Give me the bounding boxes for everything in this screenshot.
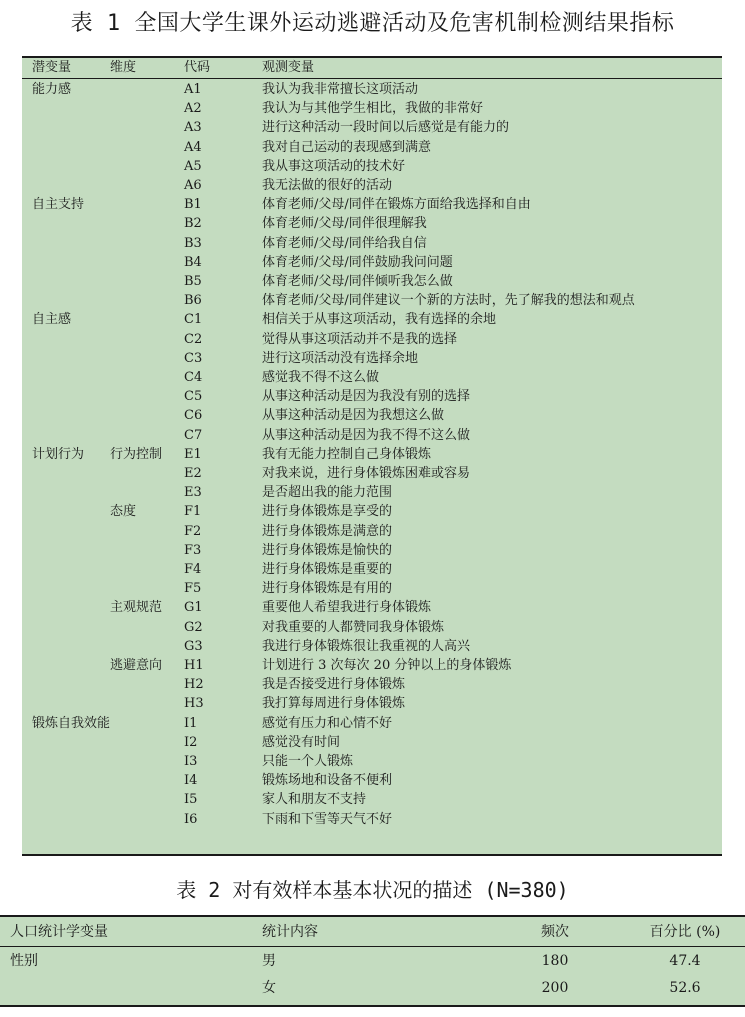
code-cell: I5 xyxy=(184,792,198,808)
table-row xyxy=(22,714,722,734)
table-row xyxy=(22,502,722,522)
table-row xyxy=(22,579,722,599)
observed-variable-cell: 进行身体锻炼是愉快的 xyxy=(262,542,393,558)
table-row xyxy=(22,598,722,618)
observed-variable-cell: 进行身体锻炼是享受的 xyxy=(262,504,393,520)
table-row xyxy=(22,310,722,330)
code-cell: C3 xyxy=(184,350,203,366)
table-row xyxy=(22,406,722,426)
code-cell: B6 xyxy=(184,293,202,309)
table-row xyxy=(22,176,722,196)
code-cell: F5 xyxy=(184,581,202,597)
table-row xyxy=(22,445,722,465)
observed-variable-cell: 对我来说，进行身体锻炼困难或容易 xyxy=(262,466,471,481)
code-cell: G2 xyxy=(184,619,203,635)
code-cell: B4 xyxy=(184,254,202,270)
observed-variable-cell: 我认为我非常擅长这项活动 xyxy=(262,82,419,97)
table1 xyxy=(22,56,722,856)
table-row xyxy=(22,330,722,350)
latent-variable-cell: 计划行为 xyxy=(32,446,85,462)
observed-variable-cell: 我进行身体锻炼很让我重视的人高兴 xyxy=(262,638,471,654)
percentage-cell: 52.6 xyxy=(669,980,701,996)
table-row xyxy=(22,214,722,234)
table-row xyxy=(22,157,722,177)
table-row xyxy=(22,138,722,158)
observed-variable-cell: 体育老师/父母/同伴倾听我怎么做 xyxy=(262,274,453,289)
header-frequency: 频次 xyxy=(541,924,569,940)
observed-variable-cell: 我有无能力控制自己身体锻炼 xyxy=(262,446,432,462)
table-row xyxy=(22,483,722,503)
observed-variable-cell: 是否超出我的能力范围 xyxy=(262,485,393,501)
code-cell: I3 xyxy=(184,754,198,769)
statistic-content-cell: 男 xyxy=(262,953,276,969)
observed-variable-cell: 感觉有压力和心情不好 xyxy=(262,715,393,731)
code-cell: F1 xyxy=(184,504,202,520)
observed-variable-cell: 进行身体锻炼是重要的 xyxy=(262,562,393,577)
observed-variable-cell: 锻炼场地和设备不便利 xyxy=(262,773,393,789)
code-cell: A5 xyxy=(184,158,202,174)
code-cell: C5 xyxy=(184,389,203,405)
percentage-cell: 47.4 xyxy=(669,953,701,969)
code-cell: G3 xyxy=(184,638,203,654)
observed-variable-cell: 下雨和下雪等天气不好 xyxy=(262,811,393,827)
latent-variable-cell: 能力感 xyxy=(32,82,72,97)
frequency-cell: 180 xyxy=(541,953,569,969)
code-cell: I6 xyxy=(184,811,198,827)
code-cell: E3 xyxy=(184,485,202,501)
observed-variable-cell: 进行这项活动没有选择余地 xyxy=(262,350,419,366)
table-row xyxy=(22,387,722,407)
code-cell: C2 xyxy=(184,331,203,347)
table-row xyxy=(0,975,745,1002)
table-row xyxy=(22,368,722,388)
observed-variable-cell: 进行身体锻炼是满意的 xyxy=(262,523,393,539)
observed-variable-cell: 从事这种活动是因为我不得不这么做 xyxy=(262,427,471,443)
observed-variable-cell: 我从事这项活动的技术好 xyxy=(262,158,406,174)
code-cell: A2 xyxy=(184,101,202,117)
dimension-cell: 逃避意向 xyxy=(110,658,163,673)
demographic-variable-cell: 性别 xyxy=(10,953,38,969)
code-cell: F3 xyxy=(184,542,202,558)
header-observed-variable: 观测变量 xyxy=(262,60,315,75)
observed-variable-cell: 体育老师/父母/同伴很理解我 xyxy=(262,216,427,232)
code-cell: C6 xyxy=(184,408,203,424)
dimension-cell: 主观规范 xyxy=(110,600,163,616)
code-cell: G1 xyxy=(184,600,203,616)
observed-variable-cell: 体育老师/父母/同伴建议一个新的方法时，先了解我的想法和观点 xyxy=(262,293,635,309)
table2 xyxy=(0,915,745,1007)
observed-variable-cell: 从事这种活动是因为我想这么做 xyxy=(262,408,445,424)
code-cell: E2 xyxy=(184,466,202,481)
table-row xyxy=(22,810,722,830)
observed-variable-cell: 体育老师/父母/同伴鼓励我问问题 xyxy=(262,254,453,270)
code-cell: B5 xyxy=(184,274,202,289)
code-cell: H2 xyxy=(184,677,204,693)
table-row xyxy=(22,80,722,100)
code-cell: A1 xyxy=(184,82,202,97)
code-cell: F4 xyxy=(184,562,202,577)
code-cell: A6 xyxy=(184,178,202,193)
table-row xyxy=(22,272,722,292)
observed-variable-cell: 重要他人希望我进行身体锻炼 xyxy=(262,600,432,616)
observed-variable-cell: 觉得从事这项活动并不是我的选择 xyxy=(262,331,458,347)
observed-variable-cell: 只能一个人锻炼 xyxy=(262,754,354,769)
table-row xyxy=(22,118,722,138)
code-cell: B1 xyxy=(184,197,202,213)
code-cell: B3 xyxy=(184,235,202,251)
header-code: 代码 xyxy=(184,60,211,75)
table1-header-row xyxy=(22,58,722,79)
table-row xyxy=(0,948,745,975)
table2-header-row xyxy=(0,919,745,947)
observed-variable-cell: 我打算每周进行身体锻炼 xyxy=(262,696,406,712)
table-row xyxy=(22,752,722,772)
table-row xyxy=(22,253,722,273)
table-row xyxy=(22,637,722,657)
table-row xyxy=(22,733,722,753)
observed-variable-cell: 家人和朋友不支持 xyxy=(262,792,367,808)
observed-variable-cell: 我对自己运动的表现感到满意 xyxy=(262,139,432,155)
observed-variable-cell: 计划进行 3 次每次 20 分钟以上的身体锻炼 xyxy=(262,658,512,673)
code-cell: A4 xyxy=(184,139,202,155)
table-row xyxy=(22,560,722,580)
dimension-cell: 行为控制 xyxy=(110,446,163,462)
observed-variable-cell: 感觉我不得不这么做 xyxy=(262,370,380,385)
code-cell: H3 xyxy=(184,696,204,712)
table-row xyxy=(22,675,722,695)
observed-variable-cell: 体育老师/父母/同伴给我自信 xyxy=(262,235,427,251)
table-row xyxy=(22,618,722,638)
code-cell: B2 xyxy=(184,216,202,232)
observed-variable-cell: 感觉没有时间 xyxy=(262,734,341,750)
table-row xyxy=(22,694,722,714)
table-row xyxy=(22,541,722,561)
table-row xyxy=(22,99,722,119)
latent-variable-cell: 自主支持 xyxy=(32,197,85,213)
code-cell: I4 xyxy=(184,773,198,789)
latent-variable-cell: 锻炼自我效能 xyxy=(32,715,111,731)
header-statistic-content: 统计内容 xyxy=(262,924,318,940)
code-cell: E1 xyxy=(184,446,202,462)
table-row xyxy=(22,771,722,791)
observed-variable-cell: 我是否接受进行身体锻炼 xyxy=(262,677,406,693)
code-cell: I1 xyxy=(184,715,198,731)
table-row xyxy=(22,522,722,542)
code-cell: C7 xyxy=(184,427,203,443)
dimension-cell: 态度 xyxy=(110,504,137,520)
observed-variable-cell: 体育老师/父母/同伴在锻炼方面给我选择和自由 xyxy=(262,197,531,213)
table1-title: 表 1 全国大学生课外运动逃避活动及危害机制检测结果指标 xyxy=(70,11,675,36)
observed-variable-cell: 我认为与其他学生相比，我做的非常好 xyxy=(262,101,484,117)
table-row xyxy=(22,656,722,676)
table-row xyxy=(22,349,722,369)
statistic-content-cell: 女 xyxy=(262,980,276,996)
table-row xyxy=(22,195,722,215)
code-cell: A3 xyxy=(184,120,202,136)
table-row xyxy=(22,234,722,254)
observed-variable-cell: 进行身体锻炼是有用的 xyxy=(262,581,393,597)
code-cell: I2 xyxy=(184,734,198,750)
observed-variable-cell: 从事这种活动是因为我没有别的选择 xyxy=(262,389,471,405)
header-percentage: 百分比 (%) xyxy=(649,924,721,940)
header-demographic-variable: 人口统计学变量 xyxy=(10,924,108,940)
observed-variable-cell: 进行这种活动一段时间以后感觉是有能力的 xyxy=(262,120,510,136)
observed-variable-cell: 对我重要的人都赞同我身体锻炼 xyxy=(262,619,445,635)
observed-variable-cell: 相信关于从事这项活动，我有选择的余地 xyxy=(262,312,497,328)
table-row xyxy=(22,291,722,311)
table-row xyxy=(22,426,722,446)
table-row xyxy=(22,464,722,484)
table2-title: 表 2 对有效样本基本状况的描述 (N=380) xyxy=(176,878,569,902)
table-row xyxy=(22,790,722,810)
frequency-cell: 200 xyxy=(541,980,569,996)
code-cell: F2 xyxy=(184,523,202,539)
header-dimension: 维度 xyxy=(110,60,137,75)
header-latent-variable: 潜变量 xyxy=(32,60,72,75)
observed-variable-cell: 我无法做的很好的活动 xyxy=(262,178,393,193)
code-cell: C4 xyxy=(184,370,203,385)
code-cell: C1 xyxy=(184,312,203,328)
latent-variable-cell: 自主感 xyxy=(32,312,72,328)
code-cell: H1 xyxy=(184,658,204,673)
